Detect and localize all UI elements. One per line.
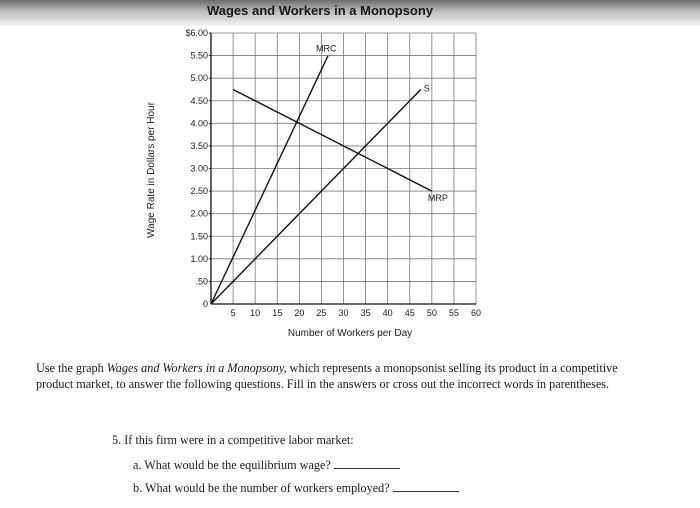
y-tick-label: 1.00 (190, 253, 208, 264)
x-tick-label: 60 (470, 308, 482, 318)
y-tick-label: 5.00 (190, 73, 208, 84)
question-5a-text: a. What would be the equilibrium wage? (133, 458, 331, 472)
series-label-mrp: MRP (427, 193, 448, 204)
question-5: 5. If this firm were in a competitive labor market: (112, 433, 354, 447)
y-tick-label: 4.50 (190, 95, 208, 106)
y-tick-label: 1.50 (190, 231, 208, 242)
y-tick-labels (185, 28, 211, 309)
x-tick-label: 15 (272, 308, 283, 318)
y-tick-label: 3.50 (190, 140, 208, 151)
x-tick-label: 50 (426, 308, 437, 318)
x-tick-label: 20 (294, 308, 305, 318)
series-line-mrc (211, 56, 328, 304)
y-tick-label: 0 (202, 299, 208, 309)
y-axis-label: Wage Rate in Dollars per Hour (146, 102, 157, 238)
y-tick-label: 2.50 (190, 186, 208, 197)
y-tick-label: 4.00 (190, 118, 208, 129)
x-tick-labels (231, 308, 481, 318)
x-axis-label: Number of Workers per Day (287, 328, 413, 339)
series-line-mrp (233, 89, 432, 191)
y-tick-label: .50 (195, 276, 208, 287)
question-5b (133, 479, 459, 496)
series-line-s (211, 89, 421, 304)
x-tick-label: 40 (382, 308, 393, 318)
series-label-mrc: MRC (316, 43, 337, 54)
answer-blank-wage[interactable] (334, 456, 400, 469)
x-tick-label: 55 (448, 308, 459, 318)
instructions-rest: which represents a monopsonist selling its product in a competitive product market, to answer the following questions. Fill in the answers or cross out the incorrect words in parentheses. (36, 361, 618, 391)
answer-blank-workers[interactable] (393, 479, 459, 492)
series-label-s: S (423, 83, 430, 94)
x-tick-label: 35 (360, 308, 371, 318)
x-tick-label: 25 (316, 308, 327, 318)
question-5a (133, 456, 400, 473)
x-tick-label: 5 (230, 308, 236, 318)
instructions-lead: Use the graph (36, 361, 107, 375)
instructions (36, 360, 626, 392)
question-5b-text: b. What would be the number of workers employed? (133, 481, 390, 495)
y-tick-label: 2.00 (190, 208, 208, 219)
chart-title: Wages and Workers in a Monopsony (206, 3, 434, 18)
graph-title-reference: Wages and Workers in a Monopsony, (106, 361, 287, 375)
x-tick-label: 10 (250, 308, 261, 318)
x-tick-label: 30 (338, 308, 349, 318)
y-tick-label: 5.50 (190, 50, 208, 61)
x-tick-label: 45 (404, 308, 415, 318)
y-tick-label: 3.00 (190, 163, 208, 174)
y-tick-label: $6.00 (185, 28, 208, 38)
